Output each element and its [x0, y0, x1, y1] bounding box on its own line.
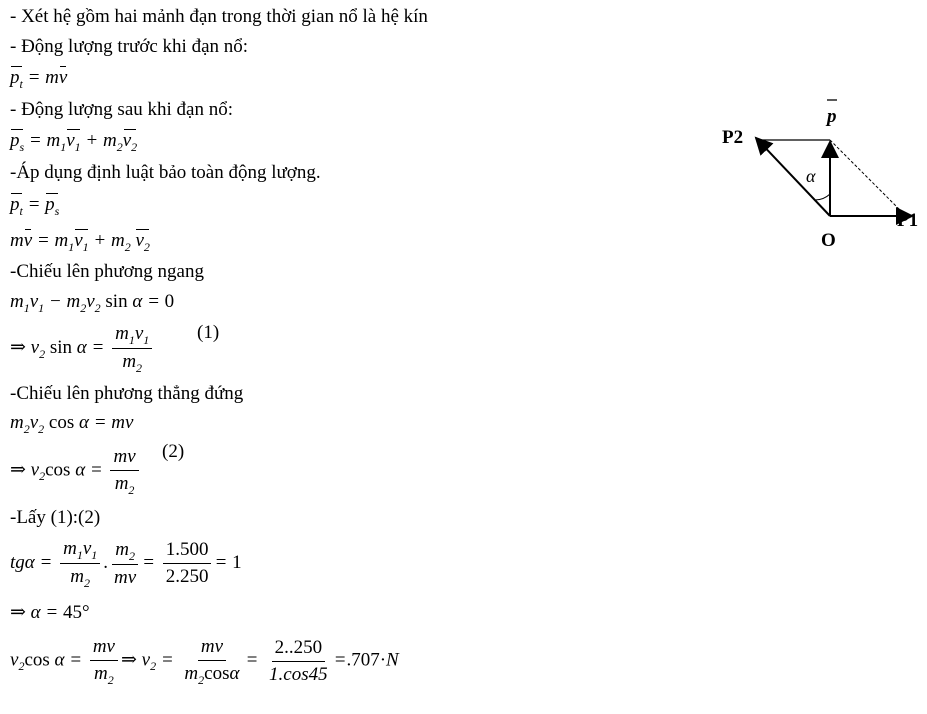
eq-momentum-after: $p_s = m_1v_1 + m_2v_2$: [10, 130, 138, 154]
angle-arc: [815, 194, 830, 200]
tangent-result: 1: [232, 551, 242, 573]
label-alpha: α: [806, 166, 816, 186]
label-o: O: [821, 230, 836, 251]
label-p: p: [827, 106, 837, 127]
eq-tangent: tgα = $\frac{m_1v_1}{m_2}$ . $\frac{m_2}{mv}$ = $\frac{1.500}{2.250}$ = 1: [10, 538, 242, 590]
eq-result-2: ⇒ $v_2\cos$ α = $\frac{mv}{m_2}$: [10, 446, 142, 496]
line-divide-equations: -Lấy (1):(2): [10, 507, 101, 528]
eq-pt-equals-ps: $p_t = p_s$: [10, 194, 60, 218]
frac-a-denominator: 2.250: [165, 566, 209, 587]
frac-a-numerator: 1.500: [163, 539, 212, 564]
line-horizontal-projection: -Chiếu lên phương ngang: [10, 261, 204, 282]
line-conservation-law: -Áp dụng định luật bảo toàn động lượng.: [10, 162, 321, 183]
momentum-vector-diagram: [700, 90, 927, 255]
frac-b-numerator: 2..250: [272, 637, 326, 662]
alpha-value: 45°: [62, 602, 90, 623]
eq-result-1: ⇒ $v_2$ sin α = $\frac{m_1v_1}{m_2}$: [10, 323, 155, 374]
line-vertical-projection: -Chiếu lên phương thẳng đứng: [10, 383, 244, 404]
line-momentum-after: - Động lượng sau khi đạn nổ:: [10, 99, 233, 120]
eq-momentum-before: $p_t$ = mv: [10, 67, 68, 91]
v2-result: .707: [346, 649, 380, 671]
eq-final-v2: $v_2\cos$ α = $\frac{mv}{m_2}$ ⇒ $v_2$ = $\frac{mv}{m_2\cos\alpha}$ = $\frac{2..250}{1.\cos 45}$ =.707·N: [10, 636, 399, 687]
eq-alpha: ⇒ α = 45°: [10, 602, 90, 623]
line-system-closed: - Xét hệ gồm hai mảnh đạn trong thời gian nổ là hệ kín: [10, 6, 428, 27]
frac-b-denominator: 1.cos45: [269, 663, 328, 685]
vector-p2: [756, 138, 830, 216]
eq-horizontal: $m_1v_1 - m_2v_2$ sin α = 0: [10, 291, 175, 315]
eq-vertical: $m_2v_2$ cos α = mv: [10, 412, 134, 436]
label-p1: P1: [897, 210, 919, 231]
line-momentum-before: - Động lượng trước khi đạn nổ:: [10, 36, 249, 57]
equation-tag-1: (1): [197, 322, 220, 343]
equation-tag-2: (2): [162, 441, 185, 462]
label-p2: P2: [722, 127, 744, 148]
eq-conservation-vector: mv = $m_1v_1 + m_2$ $v_2$: [10, 230, 150, 254]
parallelogram-diagonal: [830, 140, 906, 216]
